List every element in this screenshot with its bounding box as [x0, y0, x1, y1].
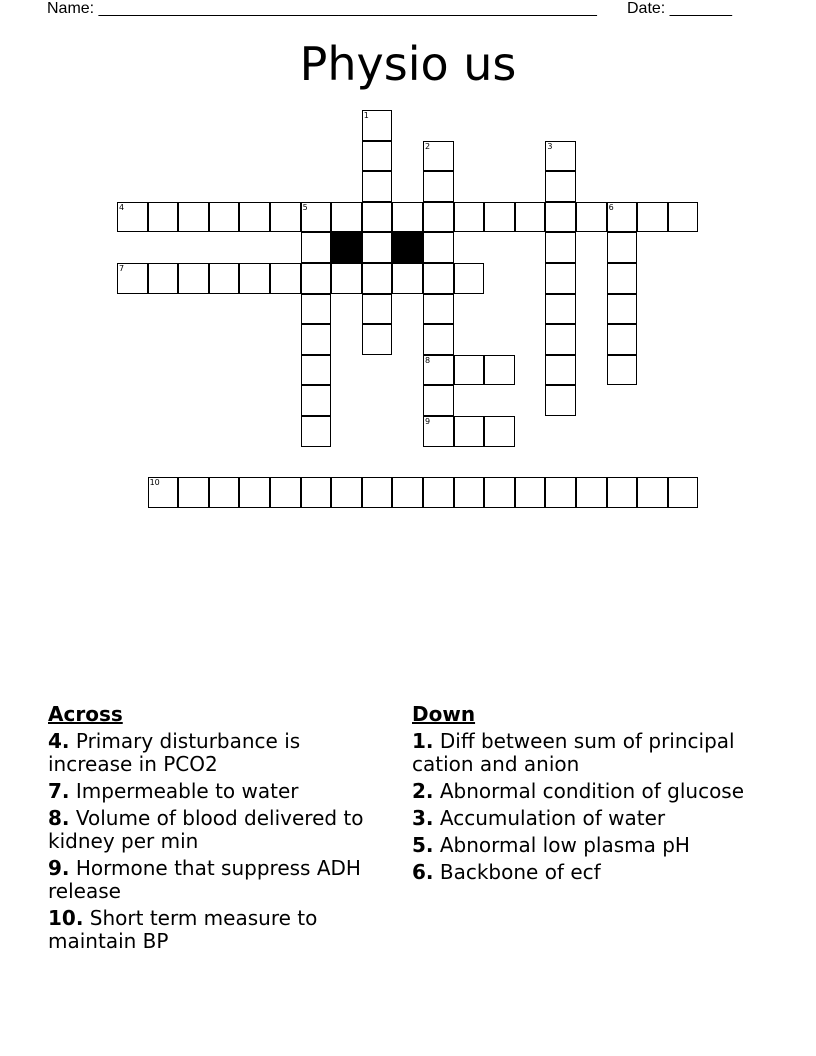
across-clue: [48, 807, 388, 853]
grid-cell[interactable]: [301, 385, 332, 416]
grid-cell[interactable]: [331, 263, 362, 294]
grid-cell[interactable]: [576, 477, 607, 508]
grid-cell[interactable]: [362, 294, 393, 325]
clue-text: Backbone of ecf: [433, 860, 601, 884]
grid-cell[interactable]: [362, 324, 393, 355]
grid-cell[interactable]: [484, 477, 515, 508]
clue-number: 1: [363, 111, 369, 120]
grid-cell[interactable]: [423, 385, 454, 416]
grid-cell[interactable]: [239, 263, 270, 294]
grid-cell[interactable]: [454, 355, 485, 386]
grid-cell[interactable]: [301, 232, 332, 263]
down-clues: [412, 702, 752, 888]
clue-number: 8.: [48, 806, 70, 830]
grid-cell[interactable]: [637, 477, 668, 508]
clue-number: 5.: [412, 833, 434, 857]
down-heading: Down: [412, 702, 476, 726]
grid-cell[interactable]: [148, 263, 179, 294]
grid-cell[interactable]: [392, 263, 423, 294]
grid-cell[interactable]: [484, 416, 515, 447]
grid-cell[interactable]: [362, 232, 393, 263]
grid-cell[interactable]: [301, 202, 332, 233]
grid-cell[interactable]: [331, 202, 362, 233]
across-heading: Across: [48, 702, 123, 726]
grid-cell[interactable]: [607, 324, 638, 355]
grid-cell[interactable]: [392, 202, 423, 233]
grid-cell[interactable]: [423, 232, 454, 263]
down-clue: [412, 807, 752, 830]
down-clue: [412, 834, 752, 857]
grid-cell[interactable]: [362, 110, 393, 141]
grid-cell[interactable]: [545, 294, 576, 325]
grid-cell[interactable]: [362, 263, 393, 294]
across-clue: [48, 857, 388, 903]
grid-cell[interactable]: [423, 324, 454, 355]
across-clue: [48, 780, 388, 803]
grid-cell[interactable]: [607, 355, 638, 386]
grid-cell[interactable]: [545, 324, 576, 355]
clue-text: Impermeable to water: [69, 779, 299, 803]
clue-number: 5: [302, 202, 308, 212]
clue-number: 9.: [48, 856, 70, 880]
grid-cell[interactable]: [362, 141, 393, 172]
clue-number: 4.: [48, 729, 70, 753]
grid-cell[interactable]: [270, 202, 301, 233]
grid-cell[interactable]: [301, 477, 332, 508]
grid-cell[interactable]: [362, 202, 393, 233]
grid-cell[interactable]: [423, 416, 454, 447]
grid-cell[interactable]: [454, 477, 485, 508]
grid-cell[interactable]: [515, 477, 546, 508]
down-clue: [412, 730, 752, 776]
clue-text: Diff between sum of principal cation and anion: [412, 729, 735, 776]
grid-cell[interactable]: [454, 416, 485, 447]
grid-cell[interactable]: [270, 263, 301, 294]
grid-cell[interactable]: [607, 232, 638, 263]
clue-number: 9: [425, 417, 431, 426]
grid-cell[interactable]: [178, 263, 209, 294]
date-label: Date: _______: [627, 0, 732, 17]
clue-number: 10: [149, 478, 160, 487]
grid-cell[interactable]: [545, 263, 576, 294]
grid-cell[interactable]: [576, 202, 607, 233]
clue-text: Hormone that suppress ADH release: [48, 856, 361, 903]
down-clue: [412, 780, 752, 803]
grid-cell[interactable]: [545, 202, 576, 233]
clue-number: 3: [547, 141, 553, 151]
grid-cell[interactable]: [423, 141, 454, 172]
grid-cell[interactable]: [515, 202, 546, 233]
grid-cell[interactable]: [545, 477, 576, 508]
grid-cell[interactable]: [607, 294, 638, 325]
grid-block-cell: [392, 232, 423, 263]
grid-cell[interactable]: [331, 477, 362, 508]
grid-cell[interactable]: [637, 202, 668, 233]
clue-number: 6: [608, 202, 614, 212]
grid-cell[interactable]: [362, 477, 393, 508]
grid-cell[interactable]: [209, 202, 240, 233]
name-label: Name: ________________________________________________________: [47, 0, 597, 17]
grid-cell[interactable]: [392, 477, 423, 508]
grid-cell[interactable]: [545, 171, 576, 202]
grid-cell[interactable]: [209, 263, 240, 294]
across-clue: [48, 907, 388, 953]
grid-cell[interactable]: [301, 355, 332, 386]
grid-cell[interactable]: [148, 477, 179, 508]
grid-cell[interactable]: [607, 263, 638, 294]
grid-cell[interactable]: [484, 355, 515, 386]
clue-number: 7: [119, 264, 125, 273]
grid-cell[interactable]: [117, 202, 148, 233]
grid-cell[interactable]: [607, 477, 638, 508]
down-clue: [412, 861, 752, 884]
grid-cell[interactable]: [454, 263, 485, 294]
clue-number: 1.: [412, 729, 434, 753]
grid-block-cell: [331, 232, 362, 263]
grid-cell[interactable]: [668, 477, 699, 508]
clue-number: 4: [119, 202, 125, 212]
grid-cell[interactable]: [484, 202, 515, 233]
grid-cell[interactable]: [423, 294, 454, 325]
grid-cell[interactable]: [423, 263, 454, 294]
grid-cell[interactable]: [545, 355, 576, 386]
grid-cell[interactable]: [117, 263, 148, 294]
grid-cell[interactable]: [423, 171, 454, 202]
crossword-grid: [0, 0, 816, 520]
clue-text: Volume of blood delivered to kidney per min: [48, 806, 364, 853]
grid-cell[interactable]: [545, 141, 576, 172]
grid-cell[interactable]: [301, 294, 332, 325]
grid-cell[interactable]: [423, 202, 454, 233]
clue-number: 3.: [412, 806, 434, 830]
clue-text: Primary disturbance is increase in PCO2: [48, 729, 301, 776]
clue-number: 2.: [412, 779, 434, 803]
grid-cell[interactable]: [545, 385, 576, 416]
grid-cell[interactable]: [301, 263, 332, 294]
grid-cell[interactable]: [239, 202, 270, 233]
grid-cell[interactable]: [423, 477, 454, 508]
grid-cell[interactable]: [362, 171, 393, 202]
clue-text: Abnormal low plasma pH: [433, 833, 690, 857]
grid-cell[interactable]: [545, 232, 576, 263]
grid-cell[interactable]: [454, 202, 485, 233]
clue-number: 10.: [48, 906, 84, 930]
grid-cell[interactable]: [668, 202, 699, 233]
clue-text: Accumulation of water: [433, 806, 666, 830]
clue-text: Short term measure to maintain BP: [48, 906, 318, 953]
clue-number: 7.: [48, 779, 70, 803]
grid-cell[interactable]: [178, 477, 209, 508]
grid-cell[interactable]: [301, 416, 332, 447]
grid-cell[interactable]: [607, 202, 638, 233]
grid-cell[interactable]: [178, 202, 209, 233]
clue-number: 8: [425, 355, 431, 365]
clue-number: 2: [425, 141, 431, 151]
grid-cell[interactable]: [270, 477, 301, 508]
grid-cell[interactable]: [423, 355, 454, 386]
clue-text: Abnormal condition of glucose: [433, 779, 745, 803]
grid-cell[interactable]: [148, 202, 179, 233]
grid-cell[interactable]: [301, 324, 332, 355]
across-clues: [48, 702, 388, 957]
grid-cell[interactable]: [239, 477, 270, 508]
page-title: Physio us: [299, 37, 517, 91]
grid-cell[interactable]: [209, 477, 240, 508]
clue-number: 6.: [412, 860, 434, 884]
across-clue: [48, 730, 388, 776]
